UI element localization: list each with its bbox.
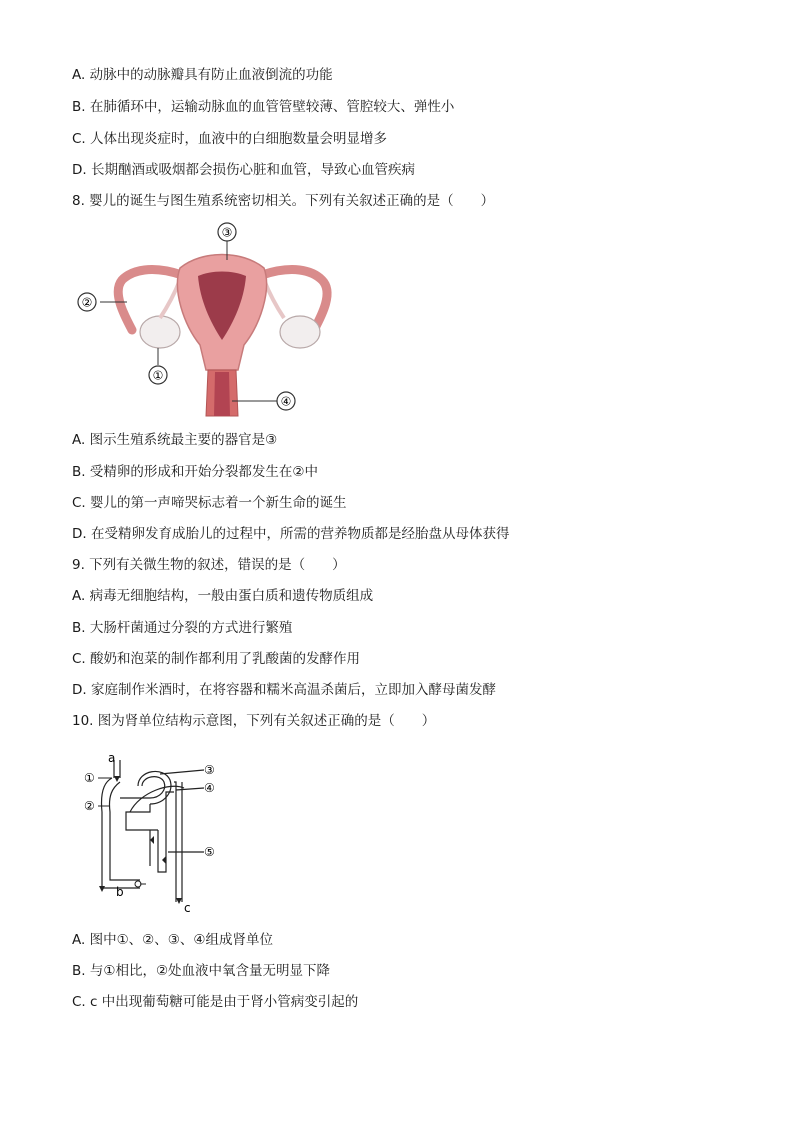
label-n2: ② (84, 799, 95, 813)
label-3 (218, 223, 236, 241)
svg-text:①: ① (152, 368, 164, 383)
q9-option-d: D. 家庭制作米酒时，在将容器和糯米高温杀菌后，立即加入酵母菌发酵 (72, 682, 496, 698)
label-c: c (184, 901, 191, 915)
q10-option-c: C. c 中出现葡萄糖可能是由于肾小管病变引起的 (72, 994, 359, 1010)
q7-option-a: A. 动脉中的动脉瓣具有防止血液倒流的功能 (72, 67, 333, 83)
q9-option-a: A. 病毒无细胞结构，一般由蛋白质和遗传物质组成 (72, 588, 374, 604)
q8-option-d: D. 在受精卵发育成胎儿的过程中，所需的营养物质都是经胎盘从母体获得 (72, 526, 510, 542)
nephron-figure (80, 752, 230, 917)
q7-option-d: D. 长期酗酒或吸烟都会损伤心脏和血管，导致心血管疾病 (72, 162, 415, 178)
q10-stem: 10. 图为肾单位结构示意图，下列有关叙述正确的是（ ） (72, 713, 436, 729)
label-n4: ④ (204, 781, 215, 795)
label-1 (149, 366, 167, 384)
female-reproductive-system-figure (72, 220, 362, 420)
q8-option-a: A. 图示生殖系统最主要的器官是③ (72, 432, 278, 448)
label-2 (78, 293, 96, 311)
right-ovary (280, 316, 320, 348)
label-a: a (108, 752, 116, 765)
label-4 (277, 392, 295, 410)
label-n5: ⑤ (204, 845, 215, 859)
q8-option-b: B. 受精卵的形成和开始分裂都发生在②中 (72, 464, 318, 480)
q9-option-c: C. 酸奶和泡菜的制作都利用了乳酸菌的发酵作用 (72, 651, 361, 667)
q9-stem: 9. 下列有关微生物的叙述，错误的是（ ） (72, 557, 346, 573)
svg-text:②: ② (81, 295, 93, 310)
q9-option-b: B. 大肠杆菌通过分裂的方式进行繁殖 (72, 620, 293, 636)
q10-option-b: B. 与①相比，②处血液中氧含量无明显下降 (72, 963, 331, 979)
q8-option-c: C. 婴儿的第一声啼哭标志着一个新生命的诞生 (72, 495, 347, 511)
q8-stem: 8. 婴儿的诞生与图生殖系统密切相关。下列有关叙述正确的是（ ） (72, 193, 495, 209)
svg-text:③: ③ (221, 225, 233, 240)
label-n3: ③ (204, 763, 215, 777)
label-b: b (116, 885, 124, 899)
q10-option-a: A. 图中①、②、③、④组成肾单位 (72, 932, 273, 948)
label-n1: ① (84, 771, 95, 785)
svg-text:④: ④ (280, 394, 292, 409)
q7-option-b: B. 在肺循环中，运输动脉血的血管管壁较薄、管腔较大、弹性小 (72, 99, 455, 115)
q7-option-c: C. 人体出现炎症时，血液中的白细胞数量会明显增多 (72, 131, 388, 147)
left-ovary (140, 316, 180, 348)
